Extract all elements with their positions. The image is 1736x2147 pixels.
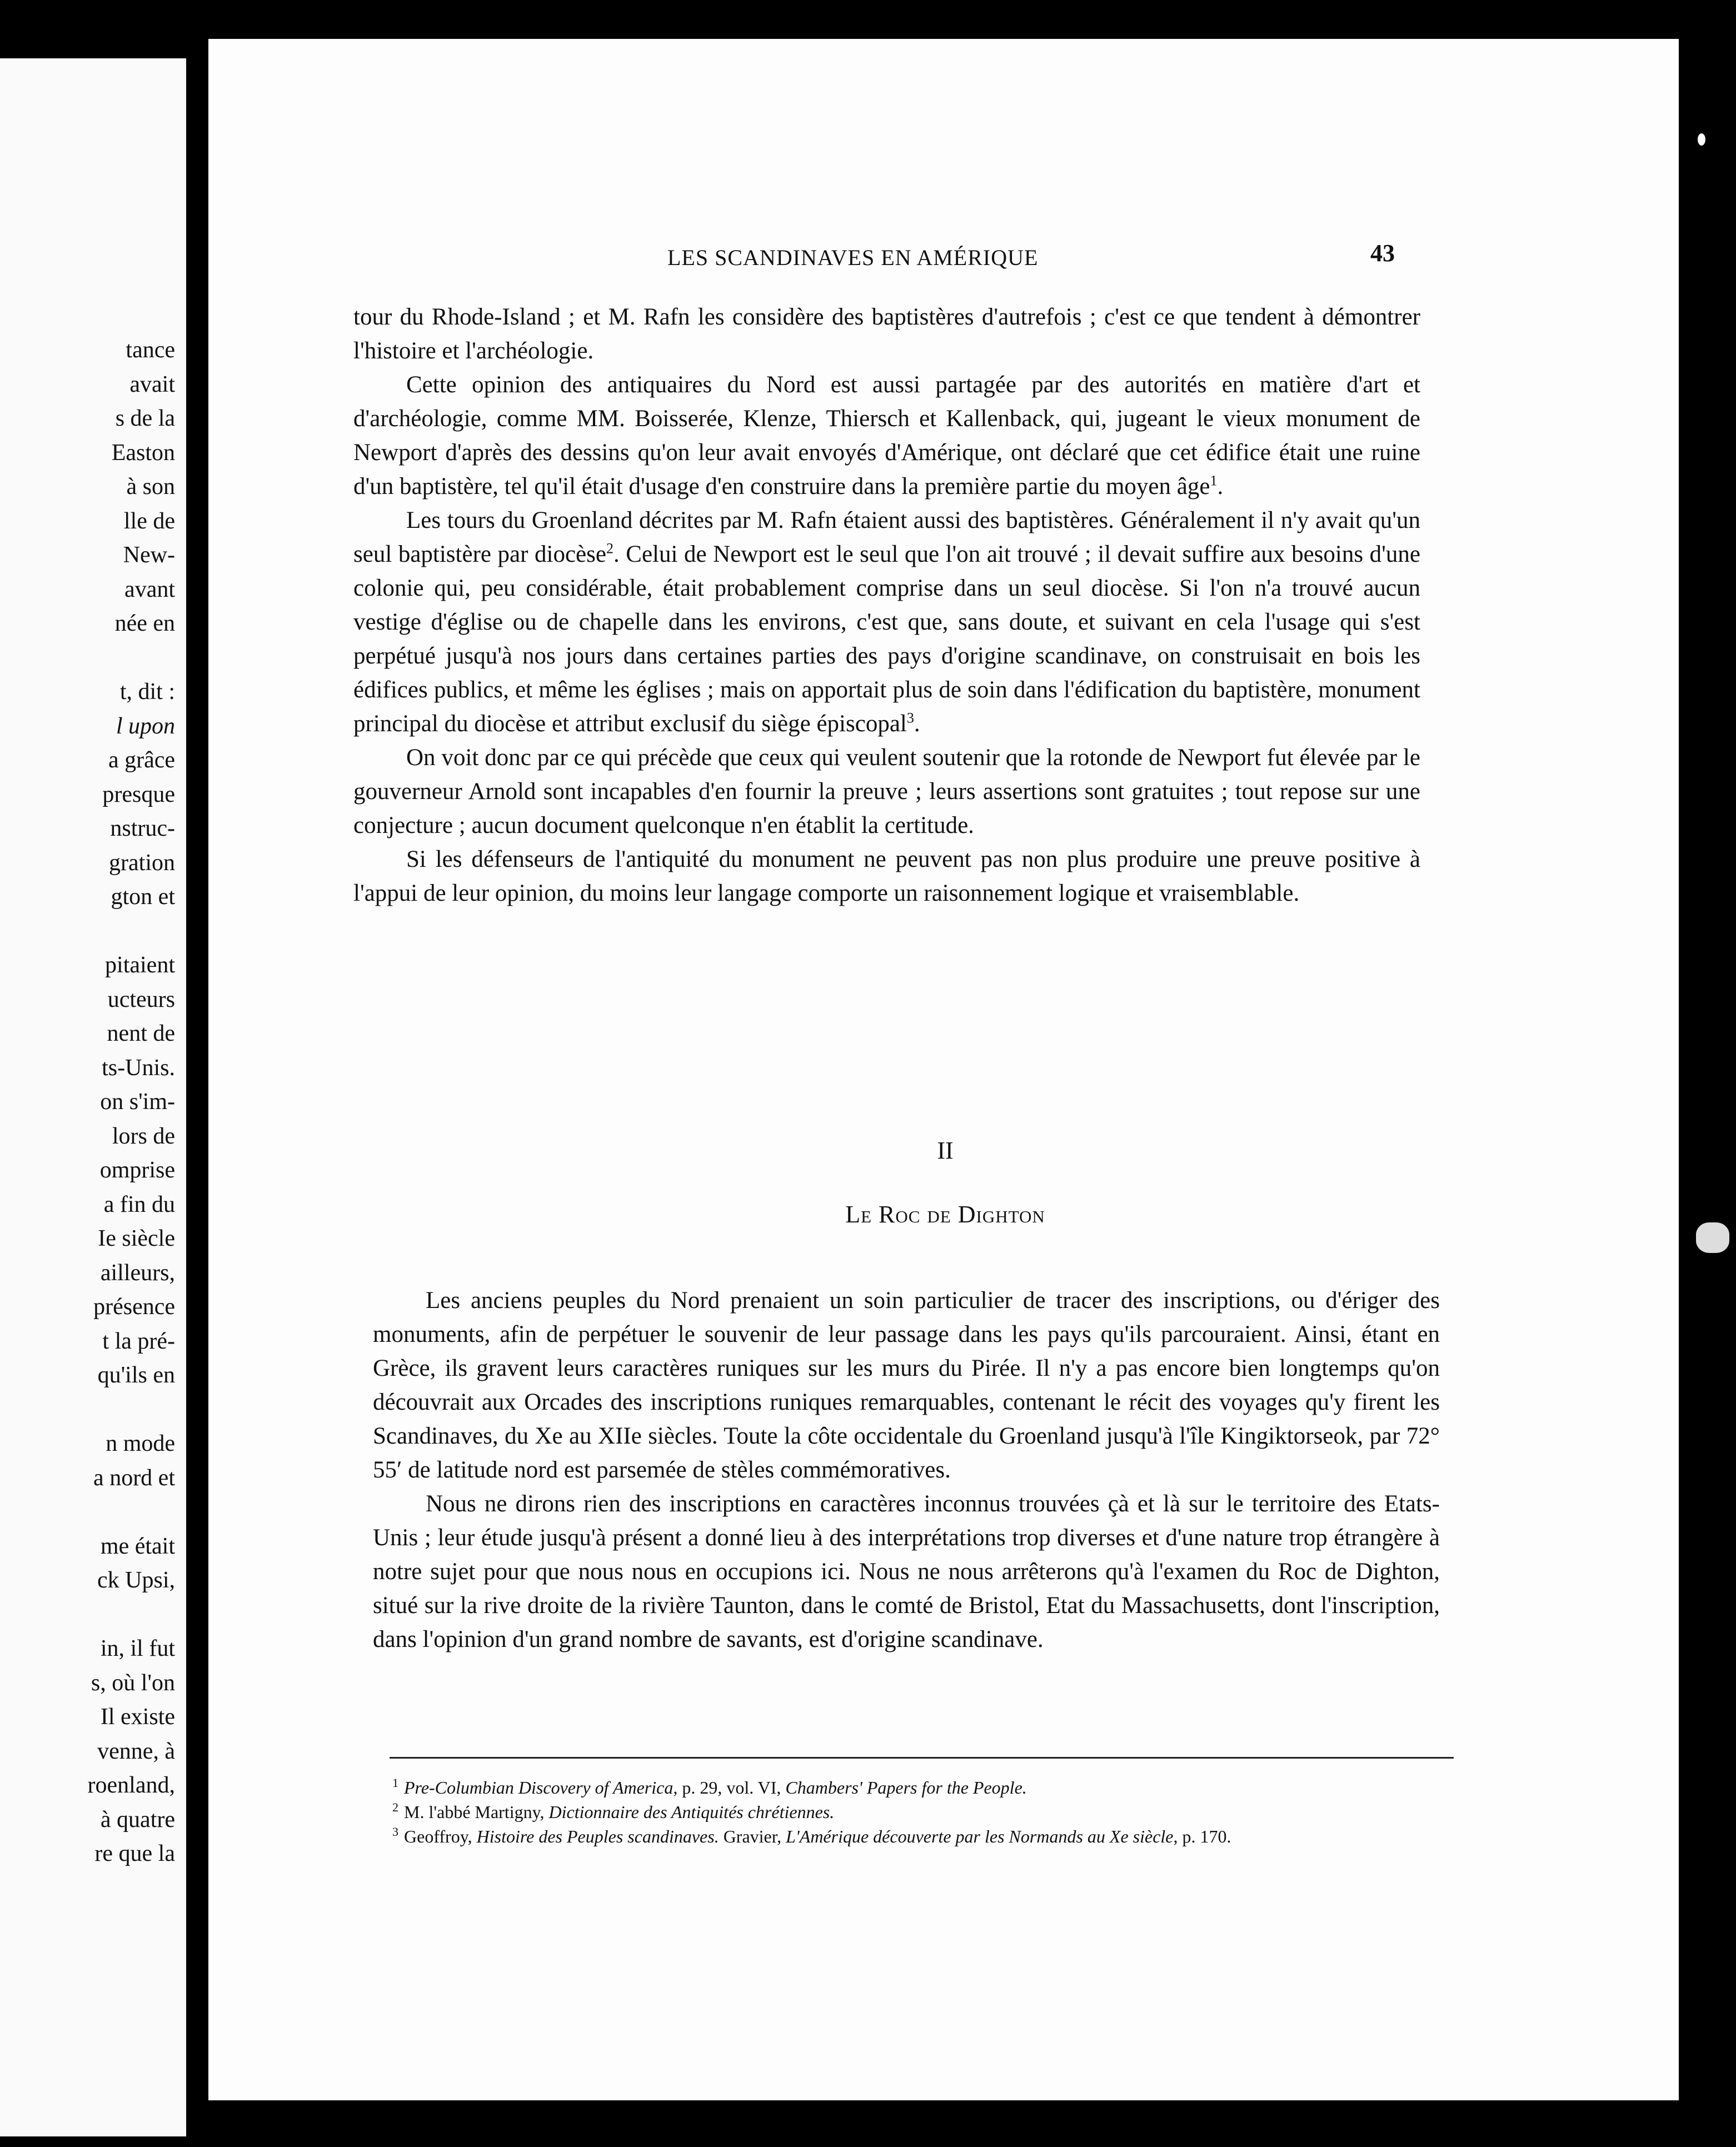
body-text <box>353 300 1420 910</box>
previous-page-line: lors de <box>112 1123 175 1149</box>
footnote-divider <box>390 1757 1454 1759</box>
previous-page-line: s de la <box>115 406 175 431</box>
section-number: II <box>937 1137 954 1164</box>
previous-page-line: on s'im- <box>100 1089 175 1115</box>
previous-page-line: re que la <box>94 1841 175 1866</box>
section-paragraph-2: Nous ne dirons rien des inscriptions en caractères inconnus trouvées çà et là sur le territoire des Etats-Unis ; leur étude jusqu'à présent a donné lieu à des interprétations trop diverses et d'une nature trop étrangère à notre sujet pour que nous nous en occupions ici. Nous ne nous arrêterons qu'à l'examen du Roc de Dighton, situé sur la rive droite de la rivière Taunton, dans le comté de Bristol, Etat du Massachusetts, dont l'inscription, dans l'opinion d'un grand nombre de savants, est d'origine scandinave. <box>373 1491 1440 1652</box>
footnote-3: $^3$ Geoffroy, Histoire des Peuples scandinaves. Gravier, L'Amérique découverte par les Normands au Xe siècle, p. 170. <box>392 1825 1231 1846</box>
paragraph-5: Si les défenseurs de l'antiquité du monument ne peuvent pas non plus produire une preuve positive à l'appui de leur opinion, du moins leur langage comporte un raisonnement logique et vraisemblable. <box>353 846 1420 906</box>
previous-page-line: avait <box>129 371 175 397</box>
previous-page-line: venne, à <box>97 1738 175 1764</box>
previous-page-line: gton et <box>111 884 175 910</box>
previous-page-line: me était <box>100 1533 175 1559</box>
previous-page-line: Easton <box>111 440 175 466</box>
previous-page-line: New- <box>123 542 175 568</box>
running-header: LES SCANDINAVES EN AMÉRIQUE <box>667 245 1039 270</box>
previous-page-line: ts-Unis. <box>102 1055 175 1081</box>
section-paragraph-1: Les anciens peuples du Nord prenaient un soin particulier de tracer des inscriptions, ou d'ériger des monuments, afin de perpétuer le souvenir de leur passage dans les pays qu'ils parcouraient. Ainsi, étant en Grèce, ils gravent leurs caractères runiques sur les murs du Pirée. Il n'y a pas encore bien longtemps qu'on découvrait aux Orcades des inscriptions runiques remarquables, contenant le récit des voyages qu'y firent les Scandinaves, du Xe au XIIe siècles. Toute la côte occidentale du Groenland jusqu'à l'île Kingiktorseok, par 72° 55′ de latitude nord est parsemée de stèles commémoratives. <box>373 1287 1440 1483</box>
footnote-ref: 3 <box>906 710 914 726</box>
previous-page-line: nstruc- <box>110 816 175 841</box>
previous-page-line: a nord et <box>93 1465 175 1491</box>
footnote-ref: 1 <box>1210 472 1218 489</box>
paragraph-2: Cette opinion des antiquaires du Nord est aussi partagée par des autorités en matière d'art et d'archéologie, comme MM. Boisserée, Klenze, Thiersch et Kallenback, qui, jugeant le vieux monument de Newport d'après des dessins qu'on leur avait envoyés d'Amérique, ont déclaré que cet édifice était une ruine d'un baptistère, tel qu'il était d'usage d'en construire dans la première partie du moyen âge$^1$. <box>353 372 1420 500</box>
footnotes <box>392 1775 1476 1849</box>
previous-page-line: née en <box>114 611 175 636</box>
previous-page-line: qu'ils en <box>97 1362 175 1388</box>
previous-page-line: omprise <box>99 1157 175 1183</box>
footnote-ref: 2 <box>606 540 613 557</box>
section-title: Le Roc de Dighton <box>845 1201 1045 1228</box>
previous-page-line: gration <box>109 850 175 876</box>
previous-page-line: à quatre <box>100 1806 175 1833</box>
previous-page-line: roenland, <box>87 1772 175 1798</box>
previous-page-line: s, où l'on <box>91 1670 175 1696</box>
previous-page-line: a fin du <box>103 1191 175 1217</box>
previous-page-line: tance <box>126 337 175 363</box>
previous-page-line: Il existe <box>100 1704 175 1730</box>
previous-page-line: presque <box>102 781 175 807</box>
previous-page-line: lle de <box>123 508 175 534</box>
footnote-1: $^1$ Pre-Columbian Discovery of America, p. 29, vol. VI, Chambers' Papers for the People. <box>392 1776 1027 1798</box>
scan-blot <box>1696 1222 1729 1253</box>
previous-page-line: nent de <box>107 1021 175 1046</box>
previous-page-fragment <box>0 58 186 2136</box>
previous-page-line: l upon <box>116 713 175 739</box>
previous-page-line: avant <box>124 576 175 602</box>
previous-page-line: in, il fut <box>100 1636 175 1661</box>
footnote-2: $^2$ M. l'abbé Martigny, Dictionnaire des Antiquités chrétiennes. <box>392 1800 835 1822</box>
previous-page-line: ailleurs, <box>100 1260 175 1286</box>
section-body <box>373 1284 1440 1656</box>
previous-page-line: ck Upsi, <box>97 1567 175 1593</box>
paragraph-4: On voit donc par ce qui précède que ceux qui veulent soutenir que la rotonde de Newport fut élevée par le gouverneur Arnold sont incapables d'en fournir la preuve ; leurs assertions sont gratuites ; tout repose sur une conjecture ; aucun document quelconque n'en établit la certitude. <box>353 745 1420 838</box>
previous-page-line: pitaient <box>105 952 175 978</box>
page-number: 43 <box>1370 239 1395 267</box>
previous-page-line: à son <box>126 474 175 500</box>
paragraph-1: tour du Rhode-Island ; et M. Rafn les considère des baptistères d'autrefois ; c'est ce que tendent à démontrer l'histoire et l'archéologie. <box>353 304 1420 364</box>
previous-page-line: ucteurs <box>107 986 175 1012</box>
page <box>208 39 1679 2100</box>
previous-page-line: t la pré- <box>102 1328 175 1354</box>
previous-page-line: t, dit : <box>119 679 175 705</box>
paragraph-3: Les tours du Groenland décrites par M. Rafn étaient aussi des baptistères. Généralement il n'y avait qu'un seul baptistère par diocèse$^2$. Celui de Newport est le seul que l'on ait trouvé ; il devait suffire aux besoins d'une colonie qui, peu considérable, était probablement comprise dans un seul diocèse. Si l'on n'a trouvé aucun vestige d'église ou de chapelle dans les environs, c'est que, sans doute, et suivant en cela l'usage qui s'est perpétué jusqu'à nos jours dans certaines parties des pays d'origine scandinave, on construisait en bois les édifices publics, et même les églises ; mais on apportait plus de soin dans l'édification du baptistère, monument principal du diocèse et attribut exclusif du siège épiscopal$^3$. <box>353 507 1420 737</box>
scan-speck <box>1698 133 1705 146</box>
previous-page-line: n mode <box>106 1431 175 1456</box>
previous-page-line: a grâce <box>108 747 175 773</box>
previous-page-line: Ie siècle <box>98 1226 175 1251</box>
previous-page-line: présence <box>93 1294 175 1320</box>
